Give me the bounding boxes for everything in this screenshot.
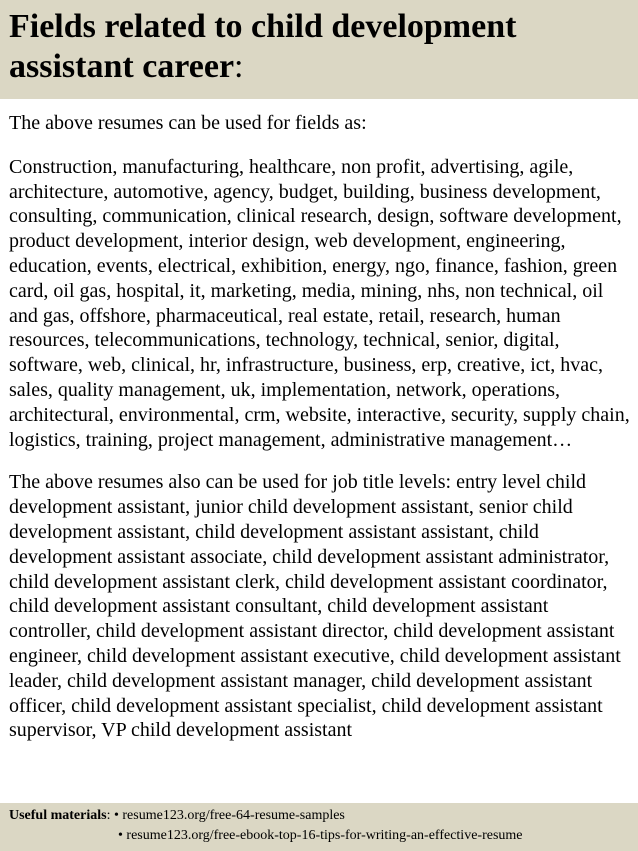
- footer-link-ebook[interactable]: • resume123.org/free-ebook-top-16-tips-for-writing-an-effective-resume: [118, 828, 523, 843]
- footer-separator: :: [106, 808, 114, 823]
- page-title-colon: :: [234, 48, 244, 85]
- useful-materials-footer: [0, 803, 638, 851]
- slide-body: [9, 111, 633, 803]
- footer-label: Useful materials: [9, 808, 107, 823]
- slide-header: [0, 0, 638, 99]
- intro-paragraph: The above resumes can be used for fields as:: [9, 112, 367, 134]
- page-title: [9, 7, 629, 87]
- page-title-text: Fields related to child development assistant career: [9, 8, 517, 85]
- footer-row-1: [9, 806, 629, 826]
- job-levels-paragraph: The above resumes also can be used for job title levels: entry level child development assistant, junior child development assistant, senior child development assistant, child development assistant assistant, child development assistant associate, child development assistant administrator, child development assistant clerk, child development assistant coordinator, child development assistant consultant, child development assistant controller, child development assistant director, child development assistant engineer, child development assistant executive, child development assistant leader, child development assistant manager, child development assistant officer, child development assistant specialist, child development assistant supervisor, VP child development assistant: [9, 471, 621, 742]
- footer-row-2: [9, 826, 629, 846]
- footer-link-resume-samples[interactable]: • resume123.org/free-64-resume-samples: [113, 808, 345, 823]
- fields-paragraph: Construction, manufacturing, healthcare, non profit, advertising, agile, architecture, automotive, agency, budget, building, business development, consulting, communication, clinical research, design, software development, product development, interior design, web development, engineering, education, events, electrical, exhibition, energy, ngo, finance, fashion, green card, oil gas, hospital, it, marketing, media, mining, nhs, non technical, oil and gas, offshore, pharmaceutical, real estate, retail, research, human resources, telecommunications, technology, technical, senior, digital, software, web, clinical, hr, infrastructure, business, erp, creative, ict, hvac, sales, quality management, uk, implementation, network, operations, architectural, environmental, crm, website, interactive, security, supply chain, logistics, training, project management, administrative management…: [9, 155, 630, 451]
